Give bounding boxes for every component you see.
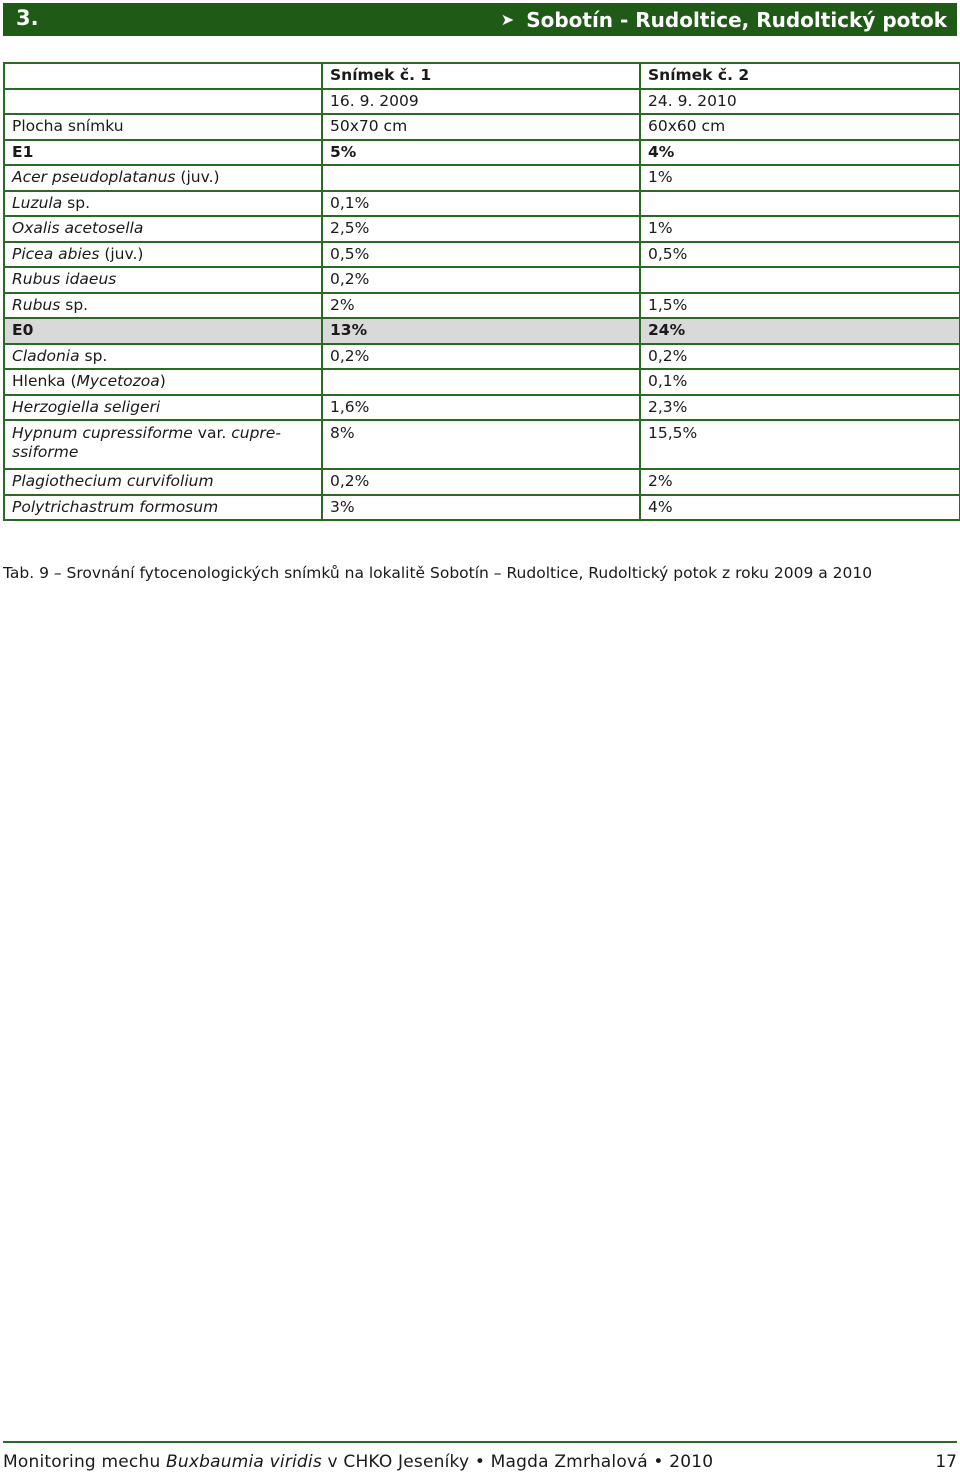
e1-species-rows (4, 165, 960, 318)
table-cell: E0 (4, 318, 322, 344)
table-cell: Snímek č. 1 (322, 63, 640, 89)
table-cell: 1% (640, 165, 960, 191)
table-header-row (4, 63, 960, 89)
table-layer-row (4, 140, 960, 166)
table-cell: Acer pseudoplatanus (juv.) (4, 165, 322, 191)
section-title (501, 8, 947, 32)
table-cell: 1,5% (640, 293, 960, 319)
table-cell: 0,2% (640, 344, 960, 370)
table-cell: Oxalis acetosella (4, 216, 322, 242)
table-cell: 4% (640, 495, 960, 521)
table-row (4, 420, 960, 469)
table-row (4, 293, 960, 319)
table-row (4, 267, 960, 293)
table-cell: 0,5% (322, 242, 640, 268)
table-cell: 1,6% (322, 395, 640, 421)
section-header (3, 3, 957, 36)
table-cell: Snímek č. 2 (640, 63, 960, 89)
table-cell: Plagiothecium curvifolium (4, 469, 322, 495)
table-cell: 3% (322, 495, 640, 521)
table-cell: 15,5% (640, 420, 960, 469)
table-cell: 24. 9. 2010 (640, 89, 960, 115)
table-row (4, 242, 960, 268)
table-cell: Herzogiella seligeri (4, 395, 322, 421)
table-cell: 1% (640, 216, 960, 242)
table-cell: Hlenka (Mycetozoa) (4, 369, 322, 395)
table-cell: 2,5% (322, 216, 640, 242)
table-cell: 5% (322, 140, 640, 166)
table-row (4, 469, 960, 495)
table-cell: 0,2% (322, 469, 640, 495)
table-cell: 60x60 cm (640, 114, 960, 140)
table-row (4, 191, 960, 217)
table-cell: 2% (322, 293, 640, 319)
table-row (4, 114, 960, 140)
table-cell: 2% (640, 469, 960, 495)
table-cell: 16. 9. 2009 (322, 89, 640, 115)
table-cell (322, 369, 640, 395)
table-cell: 0,2% (322, 267, 640, 293)
tail-species-rows (4, 469, 960, 520)
table-cell: 8% (322, 420, 640, 469)
table-cell: 50x70 cm (322, 114, 640, 140)
table-cell: 0,5% (640, 242, 960, 268)
table-date-row (4, 89, 960, 115)
table-cell: Plocha snímku (4, 114, 322, 140)
table-cell: Hypnum cupressiforme var. cupre- ssiforme (4, 420, 322, 469)
table-cell: 24% (640, 318, 960, 344)
page-footer (3, 1441, 957, 1472)
table-cell: 0,1% (640, 369, 960, 395)
table-cell: Rubus sp. (4, 293, 322, 319)
table-layer-row (4, 318, 960, 344)
table-row (4, 395, 960, 421)
table-row (4, 369, 960, 395)
page-number: 17 (935, 1452, 957, 1472)
table-row (4, 165, 960, 191)
table-cell: 0,1% (322, 191, 640, 217)
table-cell (640, 191, 960, 217)
table-cell: 13% (322, 318, 640, 344)
table-cell: Cladonia sp. (4, 344, 322, 370)
table-cell: E1 (4, 140, 322, 166)
e0-species-rows (4, 344, 960, 421)
table-cell: Picea abies (juv.) (4, 242, 322, 268)
section-title-text: Sobotín - Rudoltice, Rudoltický potok (526, 8, 947, 32)
table-cell: Luzula sp. (4, 191, 322, 217)
table-cell: 4% (640, 140, 960, 166)
section-number: 3. (16, 6, 39, 30)
table-cell (322, 165, 640, 191)
table-row (4, 495, 960, 521)
table-row (4, 216, 960, 242)
table-cell: Polytrichastrum formosum (4, 495, 322, 521)
table-caption: Tab. 9 – Srovnání fytocenologických snímků na lokalitě Sobotín – Rudoltice, Rudoltický potok z roku 2009 a 2010 (3, 564, 873, 582)
table-cell: 2,3% (640, 395, 960, 421)
table-cell (4, 89, 322, 115)
table-row (4, 344, 960, 370)
chevron-right-icon: ➤ (500, 10, 515, 29)
table-cell (4, 63, 322, 89)
table-cell: 0,2% (322, 344, 640, 370)
table-cell: Rubus idaeus (4, 267, 322, 293)
table-cell (640, 267, 960, 293)
footer-text: Monitoring mechu Buxbaumia viridis v CHKO Jeseníky • Magda Zmrhalová • 2010 (3, 1452, 714, 1472)
releve-table (3, 62, 960, 521)
